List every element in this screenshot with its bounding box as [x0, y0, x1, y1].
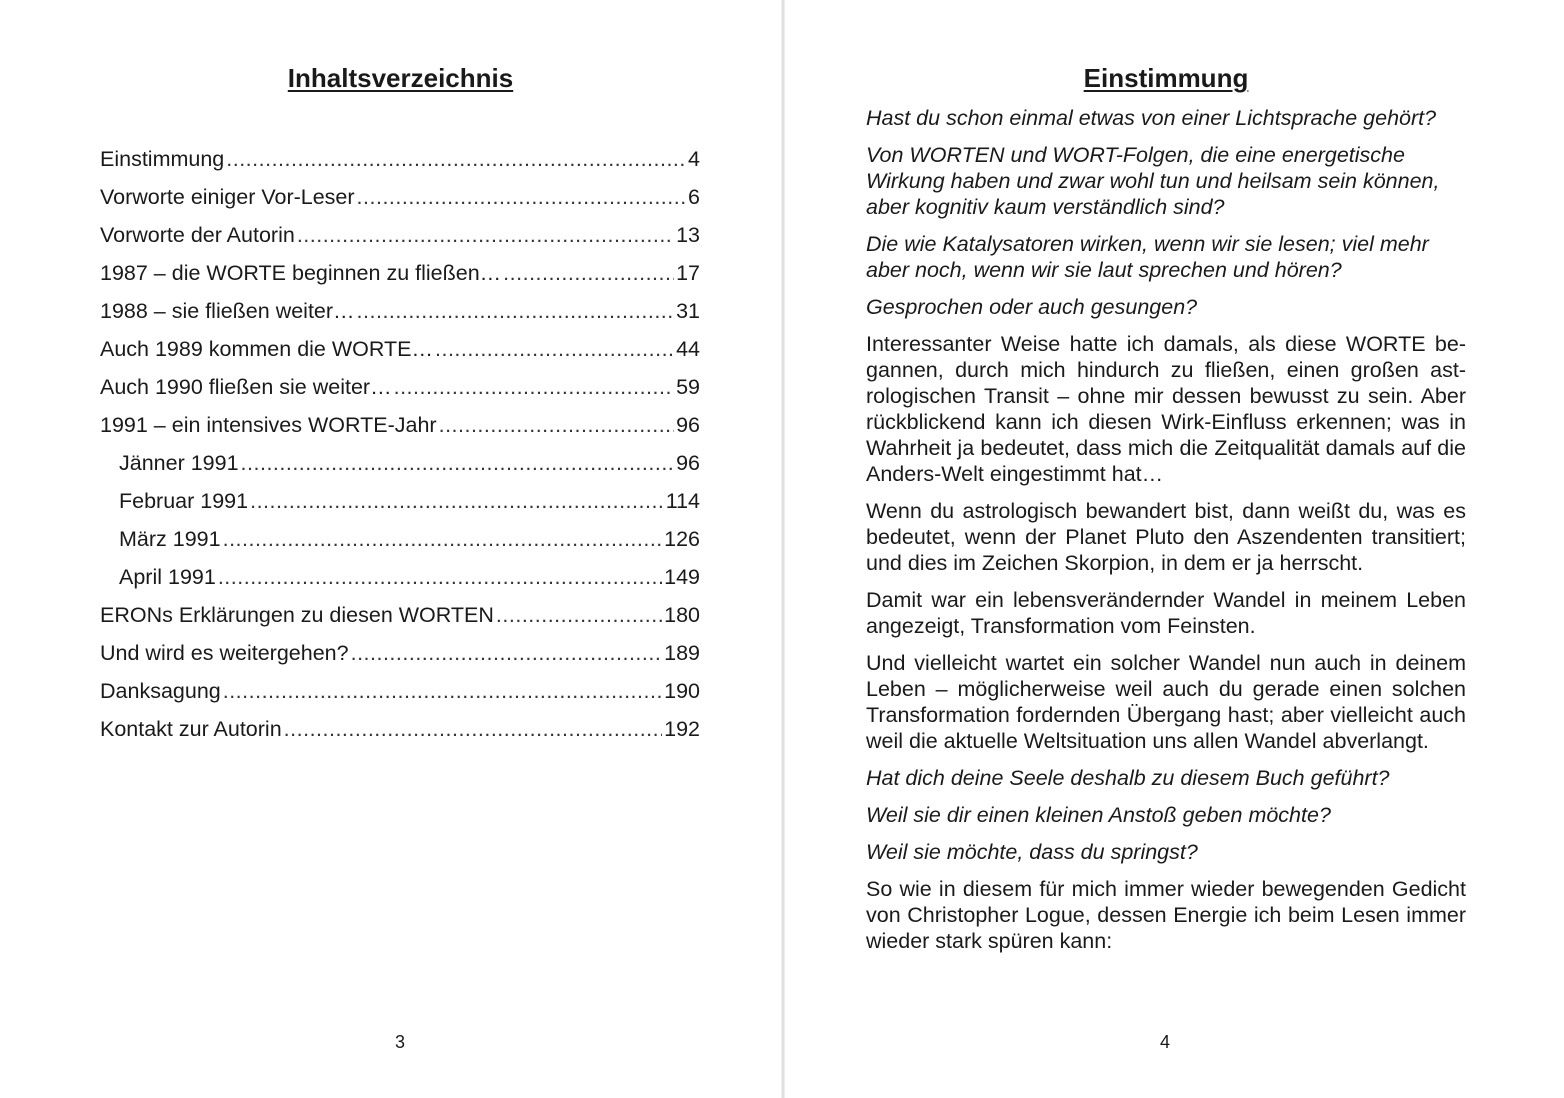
toc-entry-label: Februar 1991 [119, 489, 249, 513]
toc-entry-page: 17 [676, 261, 700, 285]
toc-entry [100, 411, 700, 449]
toc-title: Inhaltsverzeichnis [287, 63, 514, 93]
left-page [0, 0, 781, 1098]
toc-entry-label: Danksagung [100, 679, 221, 703]
toc-entry [100, 183, 700, 221]
toc-entry-page: 114 [665, 489, 700, 513]
italic-paragraph: Die wie Katalysatoren wirken, wenn wir sie lesen; viel mehr aber noch, wenn wir sie laut sprechen und hören? [866, 232, 1429, 282]
toc-entry-label: 1987 – die WORTE beginnen zu fließen… [100, 261, 502, 285]
toc-entry-page: 180 [664, 603, 700, 627]
toc-entry-page: 149 [664, 565, 700, 589]
toc-entry-label: Und wird es weitergehen? [100, 641, 349, 665]
italic-paragraph: Hast du schon einmal etwas von einer Lichtsprache gehört? [866, 106, 1437, 130]
toc-dot-leader [394, 373, 674, 401]
toc-dot-leader [223, 525, 663, 553]
toc-entry-label: ERONs Erklärungen zu diesen WORTEN [100, 603, 494, 627]
toc-dot-leader [351, 639, 663, 667]
toc-entry-label: 1988 – sie fließen weiter… [100, 299, 355, 323]
toc-entry-label: Einstimmung [100, 147, 225, 171]
toc-entry-page: 13 [676, 223, 700, 247]
toc-dot-leader [357, 183, 686, 211]
chapter-body [866, 105, 1466, 965]
body-paragraph: Und vielleicht wartet ein solcher Wandel nun auch in deinem Leben – möglicherweise weil auch du gerade einen solchen Transformation fordernden Übergang hast; aber vielleicht auch weil die aktuelle Weltsituation uns allen Wandel abverlangt. [866, 651, 1466, 753]
toc-entry [100, 373, 700, 411]
toc-entry-page: 96 [676, 451, 700, 475]
chapter-title: Einstimmung [1083, 63, 1249, 93]
toc-entry-label: Vorworte der Autorin [100, 223, 295, 247]
toc-entry [100, 639, 700, 677]
toc-entry-label: März 1991 [119, 527, 221, 551]
toc-dot-leader [250, 487, 664, 515]
italic-paragraph: Von WORTEN und WORT-Folgen, die eine energetische Wirkung haben und zwar wohl tun und heilsam sein können, aber kognitiv kaum verständlich sind? [866, 143, 1440, 219]
toc-entry [100, 601, 700, 639]
toc-dot-leader [223, 677, 662, 705]
toc-entry-label: Kontakt zur Autorin [100, 717, 282, 741]
toc-entry [100, 297, 700, 335]
toc-entry [100, 563, 700, 601]
toc-entry-page: 44 [676, 337, 700, 361]
toc-dot-leader [297, 221, 674, 249]
toc-dot-leader [284, 715, 662, 743]
toc-entry [100, 715, 700, 753]
toc-entry [100, 221, 700, 259]
page-number-right: 4 [1159, 1032, 1170, 1052]
toc-dot-leader [439, 411, 674, 439]
toc-entry [100, 449, 700, 487]
italic-paragraph: Weil sie dir einen kleinen Anstoß geben möchte? [866, 803, 1331, 827]
toc-dot-leader [435, 335, 674, 363]
toc-entry-label: April 1991 [119, 565, 216, 589]
italic-paragraph: Gesprochen oder auch gesungen? [866, 295, 1198, 319]
body-paragraph: Interessanter Weise hatte ich damals, als diese WORTE begannen, durch mich hindurch zu fließen, einen großen astrologischen Transit – ohne mir dessen bewusst zu sein. Aber rückblickend kann ich diesen Wirk-Einfluss erkennen; was in Wahrheit ja bedeutet, dass mich die Zeitqualität damals auf die Anders-Welt eingestimmt hat… [866, 332, 1466, 486]
body-paragraph: Wenn du astrologisch bewandert bist, dann weißt du, was es bedeutet, wenn der Planet Pluto den Aszendenten transitiert; und dies im Zeichen Skorpion, in dem er ja herrscht. [866, 499, 1466, 575]
toc-dot-leader [496, 601, 662, 629]
toc-entry-page: 190 [664, 679, 700, 703]
toc-entry [100, 335, 700, 373]
toc-entry [100, 525, 700, 563]
toc-entry-page: 189 [664, 641, 700, 665]
toc-entry-page: 6 [688, 185, 700, 209]
toc-entry-label: Auch 1989 kommen die WORTE… [100, 337, 433, 361]
toc-entry-page: 4 [688, 147, 700, 171]
toc-entry-label: 1991 – ein intensives WORTE-Jahr [100, 413, 437, 437]
italic-paragraph: Hat dich deine Seele deshalb zu diesem Buch geführt? [866, 766, 1390, 790]
toc-dot-leader [503, 259, 674, 287]
toc-entry-label: Jänner 1991 [119, 451, 239, 475]
toc-dot-leader [241, 449, 675, 477]
toc-entry [100, 487, 700, 525]
toc-entry-page: 192 [664, 717, 700, 741]
toc-entry-page: 31 [676, 299, 700, 323]
toc-entry-page: 126 [664, 527, 700, 551]
toc-entry-page: 59 [676, 375, 700, 399]
toc-entry [100, 259, 700, 297]
toc-dot-leader [226, 145, 686, 173]
toc-dot-leader [357, 297, 675, 325]
body-paragraph: Damit war ein lebensverändernder Wandel in meinem Leben angezeigt, Transformation vom Feinsten. [866, 588, 1466, 638]
body-paragraph: So wie in diesem für mich immer wieder bewegenden Gedicht von Christopher Logue, dessen Energie ich beim Lesen immer wieder stark spüren kann: [866, 877, 1466, 953]
toc-entry [100, 677, 700, 715]
toc-entry-page: 96 [676, 413, 700, 437]
toc-entry-label: Auch 1990 fließen sie weiter… [100, 375, 392, 399]
toc-entry-label: Vorworte einiger Vor-Leser [100, 185, 355, 209]
page-number-left: 3 [394, 1032, 405, 1052]
table-of-contents [100, 145, 700, 753]
toc-entry [100, 145, 700, 183]
toc-dot-leader [218, 563, 662, 591]
italic-paragraph: Weil sie möchte, dass du springst? [866, 840, 1198, 864]
